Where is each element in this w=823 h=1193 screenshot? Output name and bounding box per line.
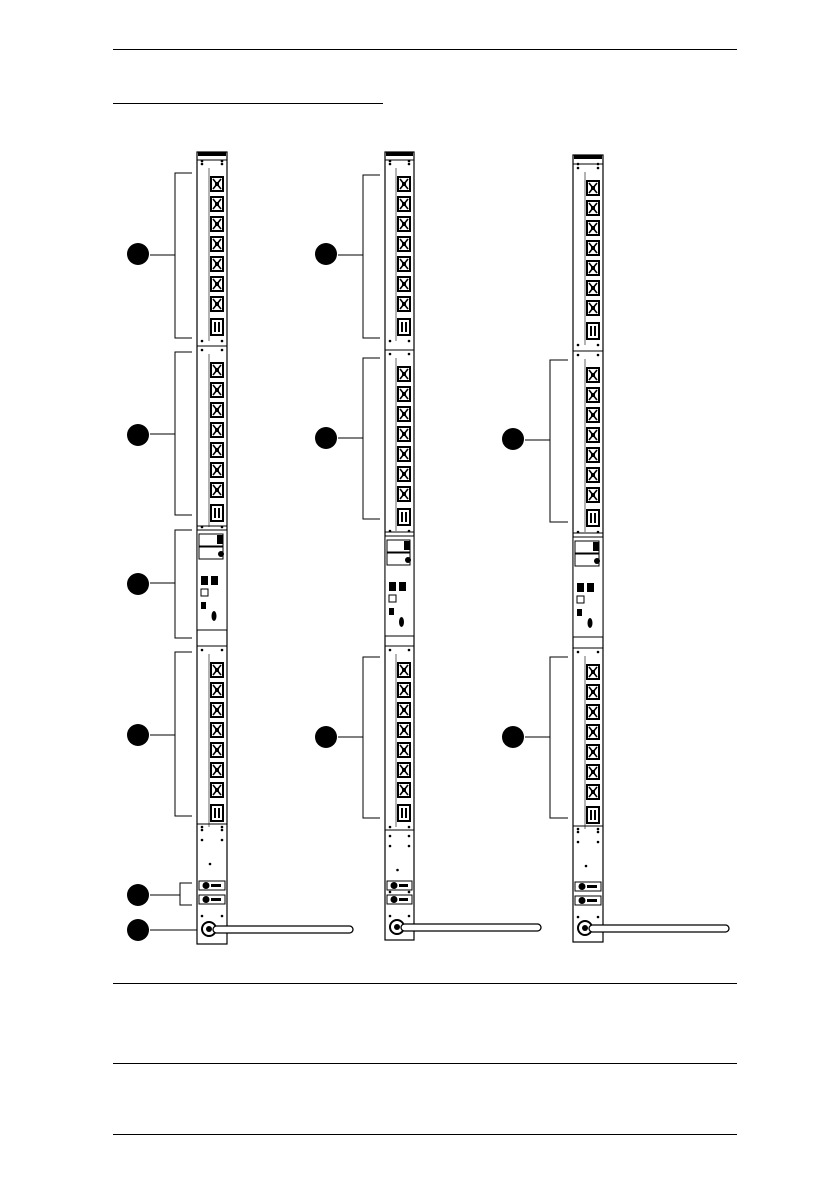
callout-left-5 <box>127 884 149 906</box>
callout-left-6 <box>127 919 149 941</box>
footer-rule-1 <box>113 983 737 984</box>
callout-left-4 <box>127 724 149 746</box>
pdu-left <box>150 152 353 944</box>
callout-right-2 <box>502 726 524 748</box>
callout-left-3 <box>127 573 149 595</box>
callout-left-2 <box>127 424 149 446</box>
footer-rule-2 <box>113 1063 737 1064</box>
callout-right-1 <box>502 428 524 450</box>
pdu-right <box>525 155 729 942</box>
pdu-middle <box>338 152 541 940</box>
callout-mid-1 <box>315 243 337 265</box>
callout-mid-3 <box>315 726 337 748</box>
footer-rule-3 <box>113 1134 737 1135</box>
callout-mid-2 <box>315 427 337 449</box>
callout-left-1 <box>127 243 149 265</box>
